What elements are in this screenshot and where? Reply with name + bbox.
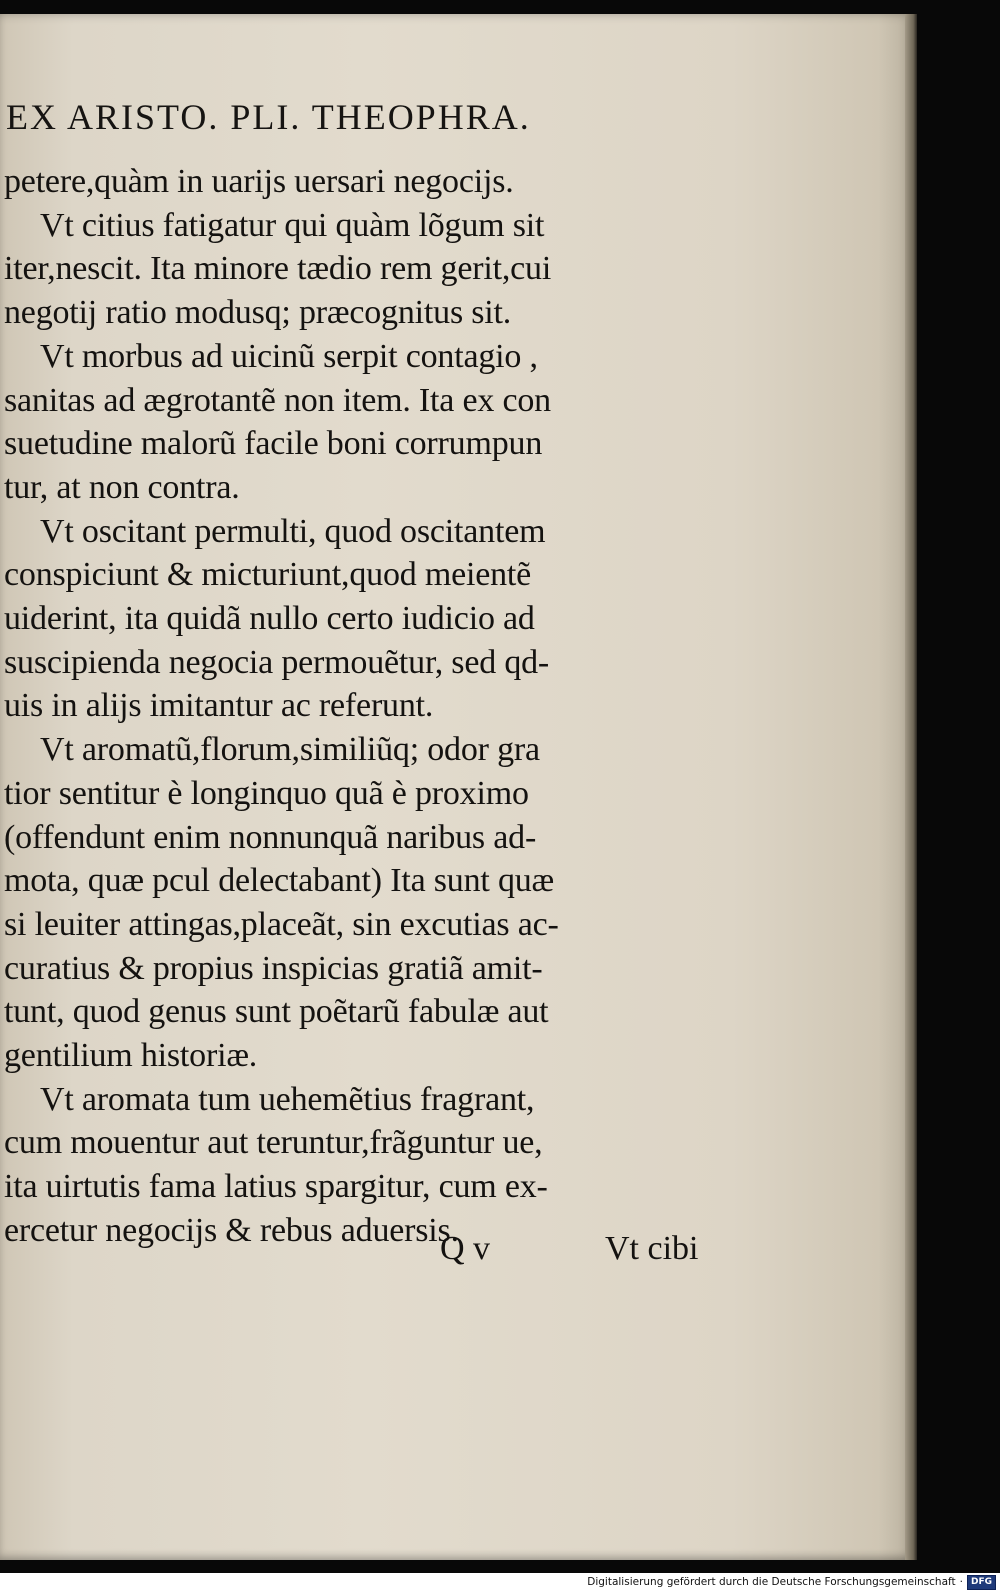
text-line: petere,quàm in uarijs uersari negocijs. <box>4 163 514 200</box>
text-line: iter,nescit. Ita minore tædio rem gerit,cui <box>4 250 552 288</box>
page-foot <box>440 1230 740 1276</box>
text-line: gentilium historiæ. <box>4 1037 258 1075</box>
text-line: conspiciunt & micturiunt,quod meientẽ <box>4 556 532 594</box>
text-line: cum mouentur aut teruntur,frãguntur ue, <box>4 1124 543 1162</box>
text-line: Vt aromatũ,florum,similiũq; odor gra <box>40 731 540 769</box>
text-line: ercetur negocijs & rebus aduersis. <box>4 1211 459 1249</box>
text-line: Vt morbus ad uicinũ serpit contagio , <box>40 337 538 375</box>
text-line: negotij ratio modusq; præcognitus sit. <box>4 294 512 332</box>
text-line: tior sentitur è longinquo quã è proximo <box>4 774 529 812</box>
text-line: uiderint, ita quidã nullo certo iudicio ad <box>4 600 535 638</box>
text-line: si leuiter attingas,placeãt, sin excutias ac- <box>4 905 559 943</box>
running-head: EX ARISTO. PLI. THEOPHRA. <box>6 97 531 137</box>
text-line: mota, quæ pcul delectabant) Ita sunt quæ <box>4 862 555 900</box>
footer-credit: Digitalisierung gefördert durch die Deutsche Forschungsgemeinschaft · DFG <box>587 1574 996 1590</box>
text-line: Vt aromata tum uehemẽtius fragrant, <box>40 1080 535 1118</box>
text-line: ita uirtutis fama latius spargitur, cum ex- <box>4 1168 548 1206</box>
page-edge-shadow <box>905 14 917 1560</box>
catchword: Vt cibi <box>605 1230 699 1267</box>
text-line: tunt, quod genus sunt poẽtarũ fabulæ aut <box>4 993 549 1031</box>
text-line: uis in alijs imitantur ac referunt. <box>4 687 434 725</box>
signature-mark: Q v <box>440 1230 491 1267</box>
text-line: curatius & propius inspicias gratiã amit- <box>4 949 543 987</box>
text-line: tur, at non contra. <box>4 468 240 506</box>
text-line: (offendunt enim nonnunquã naribus ad- <box>4 818 537 856</box>
text-line: sanitas ad ægrotantẽ non item. Ita ex con <box>4 381 551 419</box>
text-line: Vt citius fatigatur qui quàm lõgum sit <box>40 206 545 244</box>
body-text <box>4 160 764 1253</box>
text-line: Vt oscitant permulti, quod oscitantem <box>40 512 546 550</box>
text-line: suscipienda negocia permouẽtur, sed qd- <box>4 643 550 681</box>
dfg-logo-icon: DFG <box>967 1575 996 1590</box>
footer-credit-text: Digitalisierung gefördert durch die Deutsche Forschungsgemeinschaft <box>587 1576 956 1588</box>
text-line: suetudine malorũ facile boni corrumpun <box>4 425 543 463</box>
